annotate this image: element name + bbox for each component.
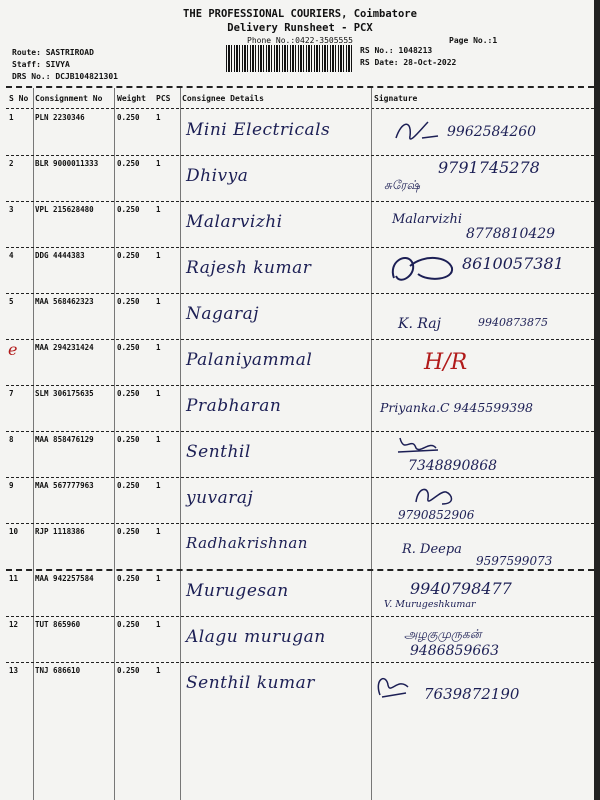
table-row	[0, 110, 600, 156]
row-weight: 0.250	[117, 205, 140, 214]
row-consignment: TNJ 686610	[35, 666, 81, 675]
signature-phone: 7348890868	[408, 458, 498, 474]
col-sno: S No	[9, 94, 29, 103]
table-row	[0, 524, 600, 570]
header-divider-bottom	[6, 108, 594, 109]
consignee-name: Malarvizhi	[186, 212, 283, 232]
row-consignment: TUT 865960	[35, 620, 81, 629]
signature-phone: 9791745278	[438, 158, 540, 177]
phone-number: Phone No.:0422-3505555	[247, 36, 353, 45]
signature-phone: 9940873875	[478, 316, 548, 329]
signature-status: H/R	[424, 350, 468, 375]
row-consignment: PLN 2230346	[35, 113, 85, 122]
row-pcs: 1	[156, 666, 161, 675]
consignee-name: Senthil	[186, 442, 251, 462]
row-weight: 0.250	[117, 113, 140, 122]
company-title: THE PROFESSIONAL COURIERS, Coimbatore	[183, 8, 417, 20]
consignee-name: Alagu murugan	[186, 627, 326, 647]
staff-label: Staff: SIVYA	[12, 60, 70, 69]
signature-scribble	[412, 482, 460, 510]
row-sno: 13	[9, 666, 19, 675]
signature-scribble	[392, 118, 442, 148]
row-sno: 11	[9, 574, 19, 583]
signature-name: Malarvizhi	[392, 212, 463, 227]
row-sno: 7	[9, 389, 14, 398]
col-signature: Signature	[374, 94, 418, 103]
drs-number: DRS No.: DCJB104821301	[12, 72, 118, 81]
rs-number: RS No.: 1048213	[360, 46, 433, 55]
row-consignment: MAA 294231424	[35, 343, 94, 352]
row-consignment: MAA 858476129	[35, 435, 94, 444]
signature-phone: 9486859663	[410, 643, 500, 659]
row-pcs: 1	[156, 527, 161, 536]
page-number: Page No.:1	[449, 36, 498, 45]
table-row	[0, 571, 600, 617]
table-row	[0, 340, 600, 386]
consignee-name: Rajesh kumar	[186, 258, 312, 278]
row-consignment: BLR 9000011333	[35, 159, 99, 168]
consignee-name: Palaniyammal	[186, 350, 313, 370]
row-sno: 10	[9, 527, 19, 536]
table-row	[0, 202, 600, 248]
signature-name: சுரேஷ்	[384, 178, 420, 192]
table-row	[0, 156, 600, 202]
signature-phone: 8610057381	[462, 254, 564, 273]
route-label: Route: SASTRIROAD	[12, 48, 94, 57]
row-pcs: 1	[156, 620, 161, 629]
row-consignment: SLM 306175635	[35, 389, 94, 398]
table-row	[0, 663, 600, 709]
row-consignment: VPL 215628480	[35, 205, 94, 214]
signature-scribble	[372, 671, 412, 701]
row-pcs: 1	[156, 205, 161, 214]
row-weight: 0.250	[117, 481, 140, 490]
document-title: Delivery Runsheet - PCX	[227, 22, 373, 34]
row-pcs: 1	[156, 389, 161, 398]
signature-scribble	[396, 434, 440, 456]
row-sno: 9	[9, 481, 14, 490]
row-pcs: 1	[156, 113, 161, 122]
col-consignee: Consignee Details	[182, 94, 264, 103]
scan-edge	[594, 0, 600, 800]
barcode	[226, 45, 352, 72]
row-sno: 3	[9, 205, 14, 214]
table-row	[0, 386, 600, 432]
header-divider-top	[6, 86, 594, 88]
row-pcs: 1	[156, 574, 161, 583]
signature-phone: 9597599073	[476, 554, 553, 568]
signature-phone: 9940798477	[410, 579, 512, 598]
row-weight: 0.250	[117, 435, 140, 444]
row-weight: 0.250	[117, 620, 140, 629]
signature-name: V. Murugeshkumar	[384, 599, 476, 610]
row-consignment: MAA 567777963	[35, 481, 94, 490]
signature-phone: Priyanka.C 9445599398	[380, 400, 534, 415]
col-consignment: Consignment No	[35, 94, 103, 103]
col-weight: Weight	[117, 94, 146, 103]
margin-mark: e	[8, 340, 18, 359]
row-weight: 0.250	[117, 297, 140, 306]
rs-date: RS Date: 28-Oct-2022	[360, 58, 457, 67]
consignee-name: Nagaraj	[186, 304, 260, 324]
signature-name: K. Raj	[398, 316, 441, 332]
row-weight: 0.250	[117, 159, 140, 168]
row-consignment: RJP 1118386	[35, 527, 85, 536]
table-row	[0, 294, 600, 340]
consignee-name: Dhivya	[186, 166, 249, 186]
row-pcs: 1	[156, 343, 161, 352]
row-sno: 4	[9, 251, 14, 260]
row-pcs: 1	[156, 251, 161, 260]
row-sno: 5	[9, 297, 14, 306]
row-sno: 1	[9, 113, 14, 122]
signature-scribble	[388, 252, 458, 288]
table-row	[0, 478, 600, 524]
signature-phone: 7639872190	[424, 685, 520, 703]
signature-phone: 8778810429	[466, 226, 556, 242]
row-consignment: DDG 4444383	[35, 251, 85, 260]
row-weight: 0.250	[117, 574, 140, 583]
row-pcs: 1	[156, 159, 161, 168]
table-row	[0, 617, 600, 663]
consignee-name: Prabharan	[186, 396, 282, 416]
row-weight: 0.250	[117, 389, 140, 398]
row-consignment: MAA 942257584	[35, 574, 94, 583]
row-weight: 0.250	[117, 251, 140, 260]
row-sno: 12	[9, 620, 19, 629]
consignee-name: yuvaraj	[186, 488, 254, 508]
row-pcs: 1	[156, 481, 161, 490]
signature-name: அழகுமுருகன்	[404, 627, 482, 641]
row-consignment: MAA 568462323	[35, 297, 94, 306]
row-weight: 0.250	[117, 666, 140, 675]
consignee-name: Mini Electricals	[186, 120, 331, 140]
row-pcs: 1	[156, 297, 161, 306]
table-row	[0, 248, 600, 294]
table-row	[0, 432, 600, 478]
consignee-name: Senthil kumar	[186, 673, 315, 693]
consignee-name: Murugesan	[186, 581, 289, 601]
row-sno: 2	[9, 159, 14, 168]
row-sno: 8	[9, 435, 14, 444]
consignee-name: Radhakrishnan	[186, 534, 308, 552]
row-weight: 0.250	[117, 527, 140, 536]
signature-phone: 9962584260	[447, 124, 537, 140]
signature-phone: 9790852906	[398, 508, 475, 522]
signature-name: R. Deepa	[402, 542, 462, 557]
row-weight: 0.250	[117, 343, 140, 352]
row-pcs: 1	[156, 435, 161, 444]
col-pcs: PCS	[156, 94, 171, 103]
